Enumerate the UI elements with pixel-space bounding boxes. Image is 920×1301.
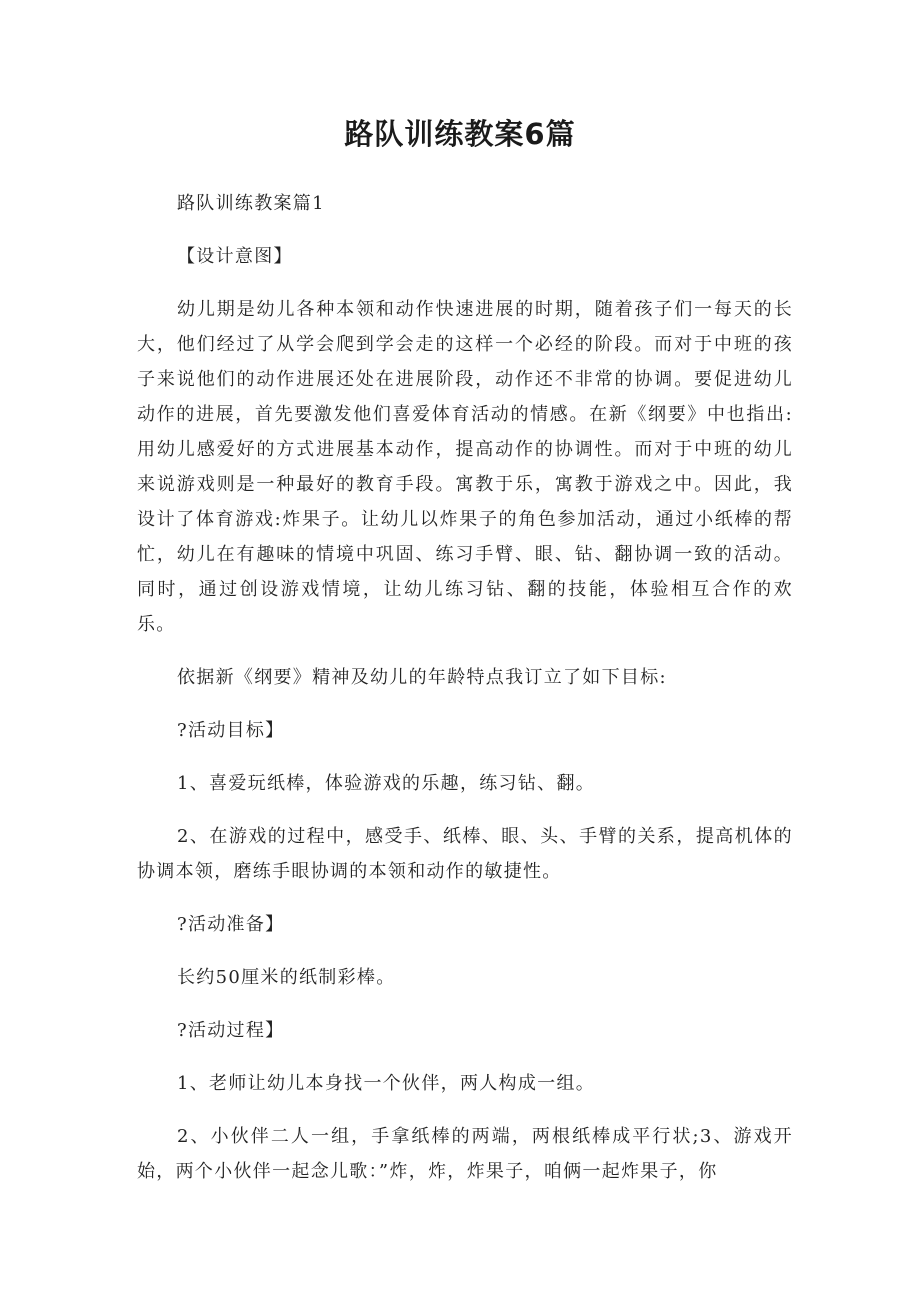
activity-process-heading: ?活动过程】: [177, 1020, 285, 1041]
activity-goals-heading: ?活动目标】: [177, 720, 285, 741]
activity-prep-heading: ?活动准备】: [177, 914, 285, 935]
process-step-1: 1、老师让幼儿本身找一个伙伴，两人构成一组。: [177, 1073, 596, 1094]
design-intent-heading: 【设计意图】: [177, 246, 293, 267]
design-intent-paragraph: 幼儿期是幼儿各种本领和动作快速进展的时期，随着孩子们一每天的长大，他们经过了从学会爬到学会走的这样一个必经的阶段。而对于中班的孩子来说他们的动作进展还处在进展阶段，动作还不非常的协调。要促进幼儿动作的进展，首先要激发他们喜爱体育活动的情感。在新《纲要》中也指出:用幼儿感爱好的方式进展基本动作，提高动作的协调性。而对于中班的幼儿来说游戏则是一种最好的教育手段。寓教于乐，寓教于游戏之中。因此，我设计了体育游戏:炸果子。让幼儿以炸果子的角色参加活动，通过小纸棒的帮忙，幼儿在有趣味的情境中巩固、练习手臂、眼、钻、翻协调一致的活动。同时，通过创设游戏情境，让幼儿练习钻、翻的技能，体验相互合作的欢乐。: [137, 299, 793, 635]
section-heading: 路队训练教案篇1: [177, 193, 325, 214]
process-step-2: 2、小伙伴二人一组，手拿纸棒的两端，两根纸棒成平行状;3、游戏开始，两个小伙伴一起念儿歌：”炸，炸，炸果子，咱俩一起炸果子，你: [137, 1126, 793, 1182]
document-body: [137, 186, 793, 1207]
document-title: 路队训练教案6篇: [344, 117, 576, 151]
goal-item-1: 1、喜爱玩纸棒，体验游戏的乐趣，练习钻、翻。: [177, 773, 596, 794]
goal-item-2: 2、在游戏的过程中，感受手、纸棒、眼、头、手臂的关系，提高机体的协调本领，磨练手眼协调的本领和动作的敏捷性。: [137, 826, 793, 882]
goals-intro-paragraph: 依据新《纲要》精神及幼儿的年龄特点我订立了如下目标:: [177, 667, 667, 688]
prep-item: 长约50厘米的纸制彩棒。: [177, 967, 396, 988]
